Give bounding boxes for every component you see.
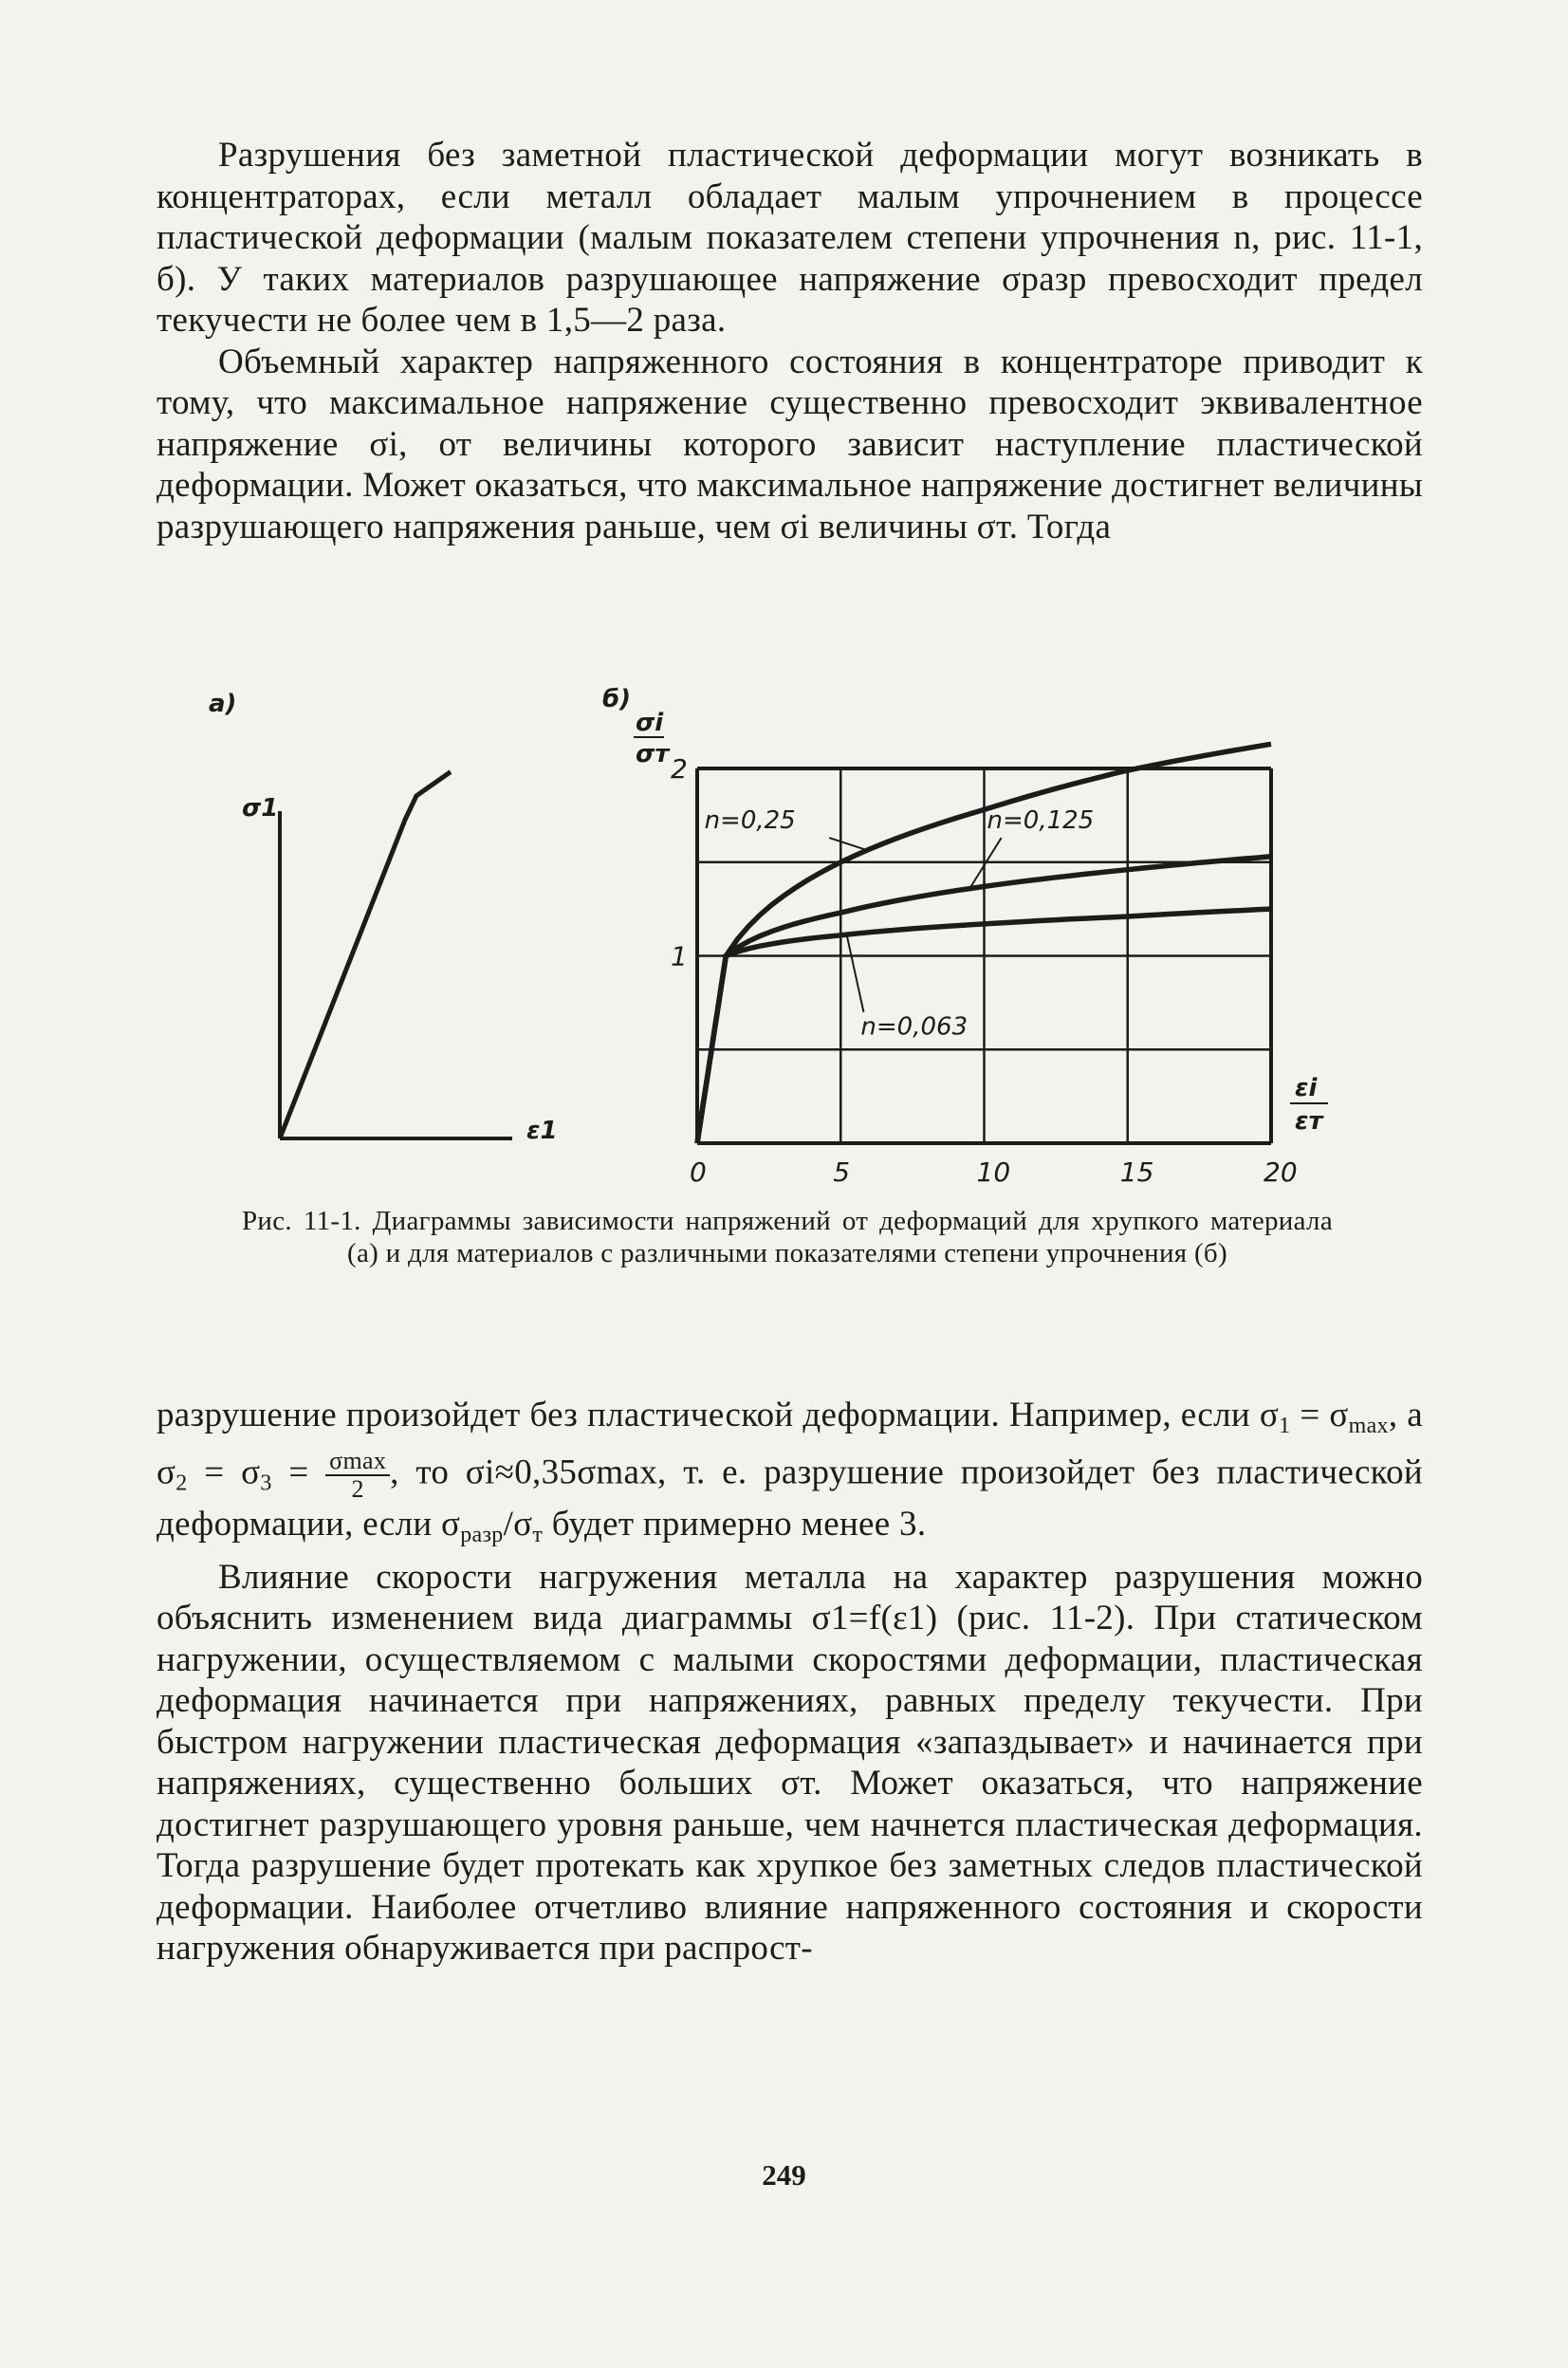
ratio-num: σ: [441, 1505, 461, 1545]
leader-line: [846, 934, 863, 1012]
cont-result: , то σi≈0,35σmax, т. е. разрушение произойдет без пластической деформации, если: [157, 1452, 1423, 1545]
eq-3: =: [288, 1452, 309, 1491]
panel-a-label: а): [209, 690, 237, 718]
panel-b-label: б): [602, 685, 632, 713]
panel-b-xlabel-num: εi: [1295, 1074, 1318, 1102]
cont-tail: будет примерно менее 3.: [551, 1505, 927, 1545]
panel-a-xlabel: ε1: [526, 1117, 558, 1145]
cont-line1: разрушение произойдет без пластической деформации. Например, если: [157, 1396, 1251, 1434]
x-tick-label: 20: [1264, 1156, 1298, 1188]
paragraph: Влияние скорости нагружения металла на характер разрушения можно объяснить изменением вида диаграммы σ1=f(ε1) (рис. 11-2). При статическом нагружении, осуществляемом с малыми скоростями деформации, пластическая деформация начинается при напряжениях, равных пределу текучести. При быстром нагружении пластическая деформация «запаздывает» и начинается при напряжениях, существенно больших σт. Может оказаться, что напряжение достигнет разрушающего уровня раньше, чем начнется пластическая деформация. Тогда разрушение будет протекать как хрупкое без заметных следов пластической деформации. Наиболее отчетливо влияние напряженного состояния и скорости нагружения обнаруживается при распрост-: [157, 1557, 1423, 1969]
figure-svg: [199, 669, 1356, 1191]
eq-2: = σ: [204, 1452, 261, 1491]
sub-1: 1: [1279, 1414, 1291, 1438]
sigma-2: σ: [157, 1452, 176, 1491]
curve-label: n=0,125: [987, 806, 1095, 836]
paragraph: Разрушения без заметной пластической деформации могут возникать в концентраторах, если металл обладает малым упрочнением в процессе пластической деформации (малым показателем степени упрочнения n, рис. 11-1, б). У таких материалов разрушающее напряжение σразр превосходит предел текучести не более чем в 1,5—2 раза.: [157, 136, 1423, 340]
figure-caption: Рис. 11-1. Диаграммы зависимости напряжений от деформаций для хрупкого материала (а) и для материалов с различными показателями степени упрочнения (б): [242, 1206, 1333, 1268]
sub-max: max: [1348, 1414, 1389, 1438]
continuation-paragraph: [157, 1395, 1423, 1557]
x-tick-label: 15: [1119, 1156, 1154, 1188]
ratio-num-sub: разр: [460, 1523, 504, 1548]
comma-a: , а: [1388, 1396, 1423, 1434]
panel-b-xlabel-den: εт: [1295, 1107, 1323, 1136]
paragraph: Объемный характер напряженного состояния в концентраторе приводит к тому, что максимальное напряжение существенно превосходит эквивалентное напряжение σi, от величины которого зависит наступление пластической деформации. Может оказаться, что максимальное напряжение достигнет величины разрушающего напряжения раньше, чем σi величины σт. Тогда: [157, 342, 1423, 546]
x-tick-label: 5: [833, 1156, 851, 1188]
text-block-bottom: [157, 1395, 1423, 1970]
sigma-1: σ: [1259, 1396, 1280, 1434]
fraction-den: 2: [351, 1474, 364, 1503]
x-tick-label: 0: [690, 1156, 707, 1188]
curve-label: n=0,063: [860, 1012, 968, 1042]
fraction-num: σmax: [325, 1448, 390, 1476]
panel-b-ylabel-num: σi: [636, 709, 664, 737]
fraction: [325, 1448, 390, 1503]
figure-11-1: [199, 669, 1356, 1191]
x-tick-label: 10: [976, 1156, 1011, 1188]
sub-2: 2: [175, 1470, 188, 1495]
sub-3: 3: [260, 1470, 272, 1495]
curve-label: n=0,25: [704, 806, 796, 836]
panel-b-curve-labels: [705, 806, 1095, 1041]
leader-line: [829, 838, 869, 851]
panel-a-ylabel: σ1: [242, 794, 279, 823]
y-tick-label: 2: [671, 753, 688, 785]
text-block-top: [157, 135, 1423, 547]
panel-a-curve: [280, 772, 451, 1138]
eq-1: = σ: [1300, 1396, 1349, 1434]
ratio-den: /σ: [503, 1505, 533, 1545]
y-tick-label: 1: [671, 940, 688, 972]
panel-b-ylabel-den: σт: [636, 740, 670, 768]
page-number: 249: [762, 2158, 806, 2192]
ratio-den-sub: т: [532, 1523, 544, 1548]
